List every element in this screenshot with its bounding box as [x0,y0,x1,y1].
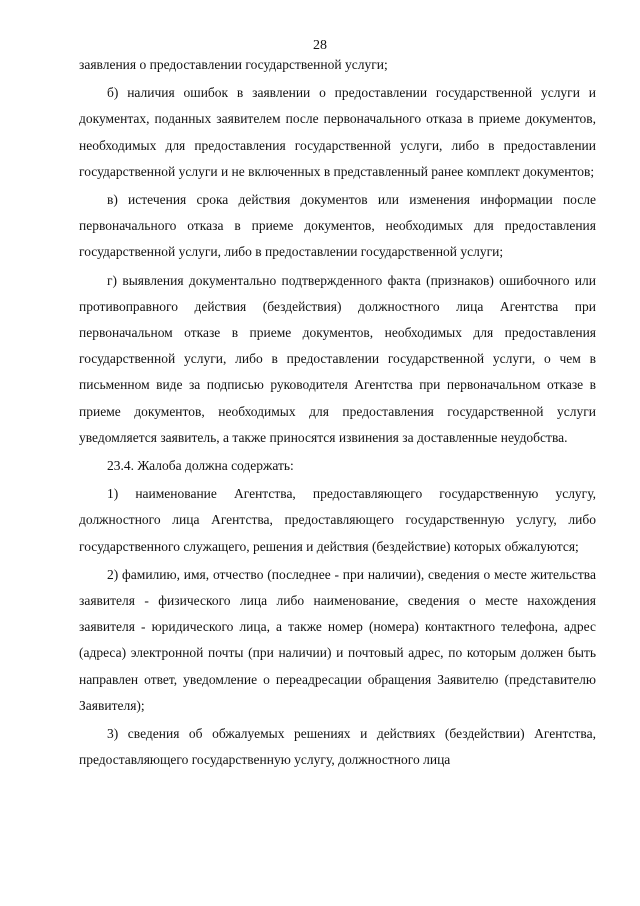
paragraph-item-1: 1) наименование Агентства, предоставляющего государственную услугу, должностного лица Агентства, предоставляющего государственную услугу, либо государственного служащего, решения и действия (бездействие) которых обжалуются; [79,486,596,554]
page-number: 28 [313,38,327,53]
paragraph-item-b: б) наличия ошибок в заявлении о предоставлении государственной услуги и документах, поданных заявителем после первоначального отказа в приеме документов, необходимых для предоставления государственной услуги, либо в предоставлении государственной услуги и не включенных в представленный ранее комплект документов; [79,85,596,179]
section-heading-23-4: 23.4. Жалоба должна содержать: [107,458,294,474]
document-body [79,52,596,773]
paragraph-item-v: в) истечения срока действия документов или изменения информации после первоначального отказа в приеме документов, необходимых для предоставления государственной услуги, либо в предоставлении государственной услуги; [79,192,596,260]
paragraph-continuation: заявления о предоставлении государственной услуги; [79,57,388,72]
paragraph-item-3: 3) сведения об обжалуемых решениях и действиях (бездействии) Агентства, предоставляющего государственную услугу, должностного лица [79,726,596,768]
paragraph-item-2: 2) фамилию, имя, отчество (последнее - при наличии), сведения о месте жительства заявителя - физического лица либо наименование, сведения о месте нахождения заявителя - юридического лица, а также номер (номера) контактного телефона, адрес (адреса) электронной почты (при наличии) и почтовый адрес, по которым должен быть направлен ответ, уведомление о переадресации обращения Заявителю (представителю Заявителя); [79,566,596,713]
paragraph-item-g: г) выявления документально подтвержденного факта (признаков) ошибочного или противоправного действия (бездействия) должностного лица Агентства при первоначальном отказе в приеме документов, необходимых для предоставления государственной услуги, либо в предоставлении государственной услуги, о чем в письменном виде за подписью руководителя Агентства при первоначальном отказе в приеме документов, необходимых для предоставления государственной услуги уведомляется заявитель, а также приносятся извинения за доставленные неудобства. [79,272,596,445]
